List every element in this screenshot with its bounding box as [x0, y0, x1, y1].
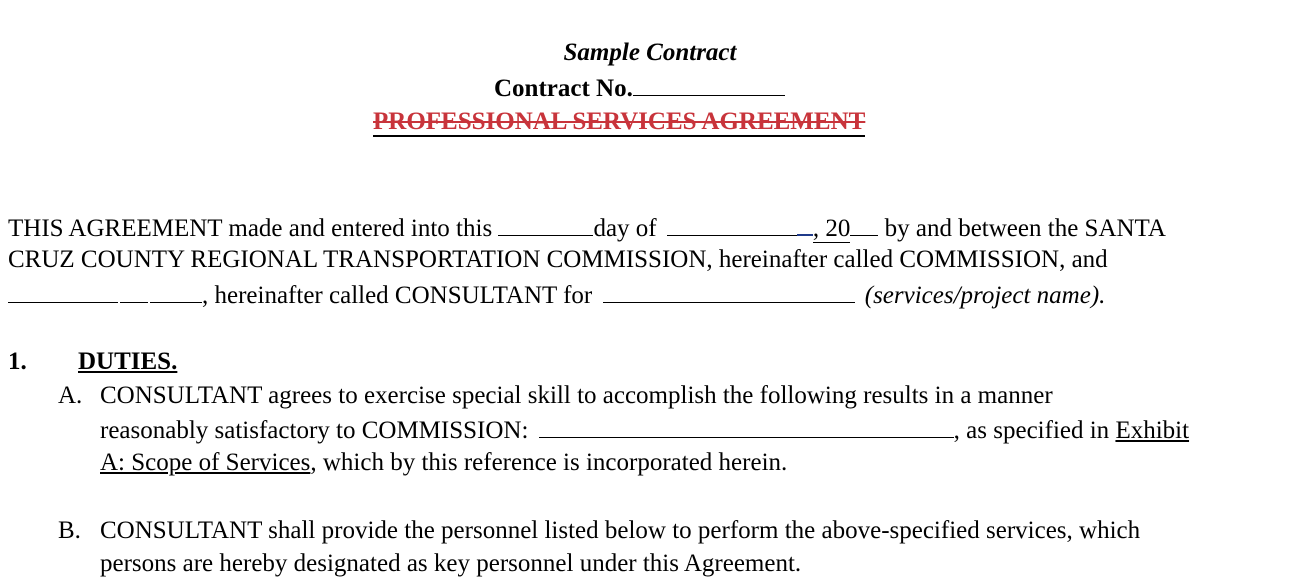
- year-blank[interactable]: [850, 213, 878, 236]
- year-prefix: , 20: [812, 215, 851, 242]
- consultant-name-blank[interactable]: [8, 280, 118, 303]
- item-a-line-2: [100, 415, 1189, 446]
- preamble-text: day of: [593, 215, 657, 242]
- project-name-blank[interactable]: [603, 280, 855, 303]
- contract-no-label: Contract No.: [494, 75, 633, 102]
- preamble-line-1: [8, 212, 1166, 244]
- item-b-marker: B.: [58, 517, 81, 544]
- revision-mark: [797, 212, 813, 236]
- preamble-text: by and between the SANTA: [884, 215, 1166, 242]
- results-blank[interactable]: [539, 415, 954, 438]
- preamble-line-2: CRUZ COUNTY REGIONAL TRANSPORTATION COMMISSION, hereinafter called COMMISSION, and: [8, 246, 1108, 273]
- agreement-title-line: [373, 107, 865, 137]
- item-a-text: reasonably satisfactory to COMMISSION:: [100, 417, 529, 444]
- section-title-duties: DUTIES.: [78, 348, 178, 375]
- consultant-name-blank[interactable]: [150, 280, 202, 303]
- preamble-line-3: [8, 280, 1105, 311]
- preamble-text: , hereinafter called CONSULTANT for: [202, 282, 593, 309]
- services-project-hint: (services/project name).: [864, 282, 1106, 309]
- contract-number-line: [494, 73, 785, 104]
- exhibit-link[interactable]: Exhibit: [1115, 417, 1190, 444]
- item-b-line-2: persons are hereby designated as key personnel under this Agreement.: [100, 550, 802, 577]
- preamble-text: THIS AGREEMENT made and entered into this: [8, 215, 493, 242]
- item-a-marker: A.: [58, 382, 83, 409]
- item-b-line-1: CONSULTANT shall provide the personnel listed below to perform the above-specified services, which: [100, 517, 1141, 544]
- item-a-text: , as specified in: [953, 417, 1110, 444]
- item-a-line-3: [100, 448, 787, 478]
- item-a-line-1: CONSULTANT agrees to exercise special skill to accomplish the following results in a manner: [100, 382, 1053, 409]
- section-number: 1.: [8, 348, 27, 375]
- consultant-name-blank[interactable]: [120, 280, 148, 303]
- month-blank[interactable]: [667, 213, 797, 236]
- item-a-text: , which by this reference is incorporated herein.: [310, 449, 788, 476]
- agreement-title: PROFESSIONAL SERVICES AGREEMENT: [373, 108, 866, 135]
- sample-title: Sample Contract: [563, 39, 737, 66]
- day-blank[interactable]: [498, 213, 593, 236]
- scope-of-services-link[interactable]: A: Scope of Services: [100, 449, 311, 476]
- contract-no-blank[interactable]: [633, 73, 785, 96]
